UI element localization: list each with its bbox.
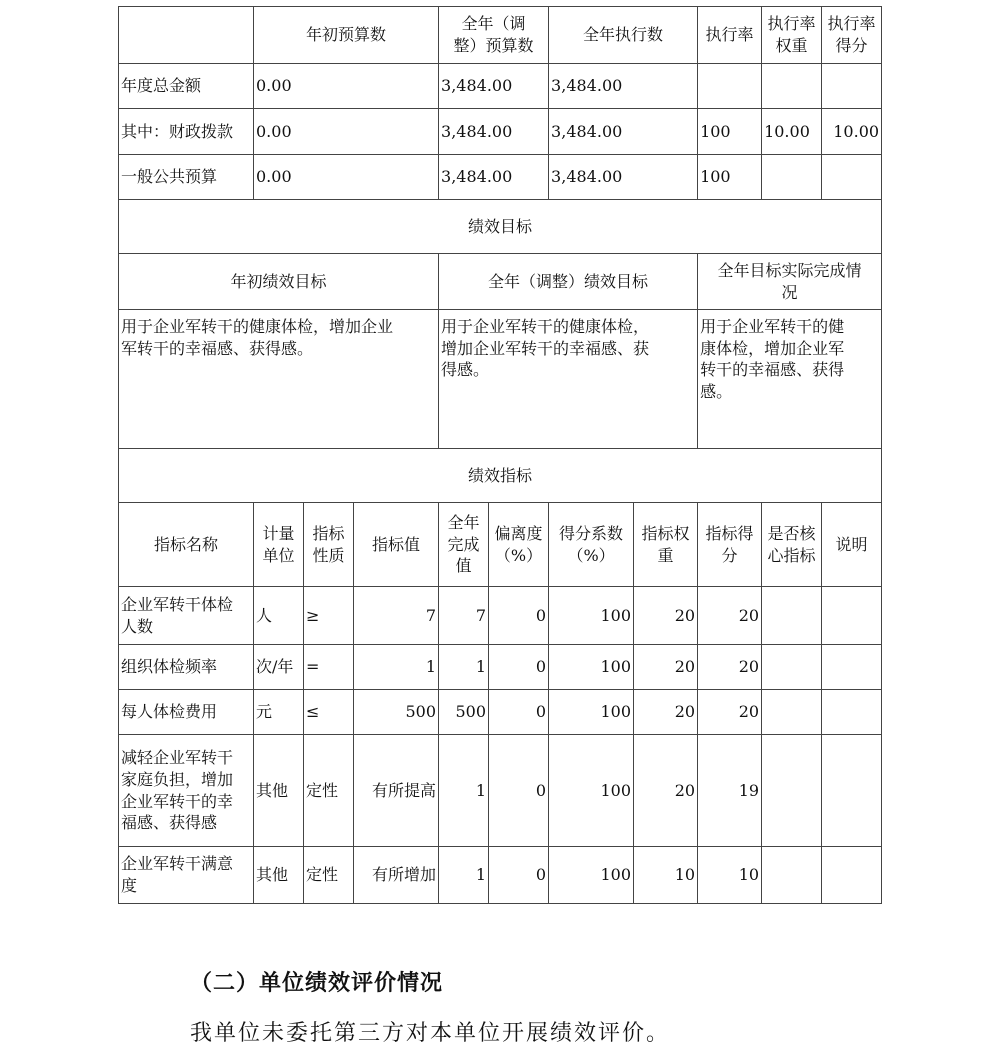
budget-header-row — [119, 7, 882, 64]
indicator-completed: 1 — [439, 847, 489, 904]
budget-rate-value: 100 — [698, 109, 762, 155]
indicator-core — [762, 587, 822, 645]
indicator-coefficient: 100 — [549, 690, 634, 735]
indicator-row — [119, 645, 882, 690]
goals-actual-text: 用于企业军转干的健 康体检，增加企业军 转干的幸福感、获得 感。 — [698, 310, 882, 449]
indicator-coefficient: 100 — [549, 847, 634, 904]
indicator-header-name: 指标名称 — [119, 503, 254, 587]
indicator-note — [822, 735, 882, 847]
budget-rate-value — [698, 64, 762, 109]
goals-header-row — [119, 254, 882, 310]
indicator-core — [762, 735, 822, 847]
indicator-nature: ≥ — [304, 587, 354, 645]
budget-row-label: 一般公共预算 — [119, 155, 254, 200]
indicator-unit: 元 — [254, 690, 304, 735]
section-heading: （二）单位绩效评价情况 — [190, 970, 444, 996]
indicator-unit: 人 — [254, 587, 304, 645]
budget-weight-value — [762, 64, 822, 109]
budget-score-value — [822, 155, 882, 200]
budget-header-rate: 执行率 — [698, 7, 762, 64]
budget-score-value: 10.00 — [822, 109, 882, 155]
indicator-weight: 20 — [634, 587, 698, 645]
section-text: 我单位未委托第三方对本单位开展绩效评价。 — [190, 1021, 671, 1046]
goals-header-adjusted: 全年（调整）绩效目标 — [439, 254, 698, 310]
indicator-weight: 20 — [634, 690, 698, 735]
indicator-completed: 1 — [439, 735, 489, 847]
indicator-score: 20 — [698, 587, 762, 645]
indicator-header-value: 指标值 — [354, 503, 439, 587]
indicator-row — [119, 735, 882, 847]
indicator-completed: 500 — [439, 690, 489, 735]
indicator-deviation: 0 — [489, 645, 549, 690]
indicator-deviation: 0 — [489, 735, 549, 847]
budget-row — [119, 109, 882, 155]
indicator-name: 减轻企业军转干 家庭负担，增加 企业军转干的幸 福感、获得感 — [119, 735, 254, 847]
indicator-unit: 次/年 — [254, 645, 304, 690]
indicator-weight: 10 — [634, 847, 698, 904]
budget-row — [119, 155, 882, 200]
indicator-note — [822, 847, 882, 904]
indicator-weight: 20 — [634, 645, 698, 690]
budget-initial-value: 0.00 — [254, 155, 439, 200]
budget-header-adjusted: 全年（调 整）预算数 — [439, 7, 549, 64]
indicator-coefficient: 100 — [549, 645, 634, 690]
indicator-nature: = — [304, 645, 354, 690]
goals-header-initial: 年初绩效目标 — [119, 254, 439, 310]
budget-initial-value: 0.00 — [254, 64, 439, 109]
indicator-coefficient: 100 — [549, 735, 634, 847]
indicator-header-score: 指标得 分 — [698, 503, 762, 587]
budget-row-label: 年度总金额 — [119, 64, 254, 109]
indicator-score: 19 — [698, 735, 762, 847]
indicator-header-weight: 指标权 重 — [634, 503, 698, 587]
budget-row-label: 其中：财政拨款 — [119, 109, 254, 155]
indicator-deviation: 0 — [489, 587, 549, 645]
budget-header-initial: 年初预算数 — [254, 7, 439, 64]
budget-adjusted-value: 3,484.00 — [439, 64, 549, 109]
indicator-name: 企业军转干满意 度 — [119, 847, 254, 904]
indicator-header-note: 说明 — [822, 503, 882, 587]
indicators-title: 绩效指标 — [119, 449, 882, 503]
indicator-nature: 定性 — [304, 735, 354, 847]
indicator-core — [762, 847, 822, 904]
indicators-title-row — [119, 449, 882, 503]
performance-table — [118, 6, 882, 904]
budget-header-blank — [119, 7, 254, 64]
indicator-target: 有所提高 — [354, 735, 439, 847]
indicator-row — [119, 847, 882, 904]
budget-rate-value: 100 — [698, 155, 762, 200]
indicator-header-core: 是否核 心指标 — [762, 503, 822, 587]
goals-adjusted-text: 用于企业军转干的健康体检， 增加企业军转干的幸福感、获 得感。 — [439, 310, 698, 449]
indicator-core — [762, 690, 822, 735]
indicator-note — [822, 587, 882, 645]
indicator-header-deviation: 偏离度 （%） — [489, 503, 549, 587]
budget-weight-value — [762, 155, 822, 200]
goals-title: 绩效目标 — [119, 200, 882, 254]
indicator-note — [822, 690, 882, 735]
budget-adjusted-value: 3,484.00 — [439, 155, 549, 200]
indicator-header-completed: 全年 完成 值 — [439, 503, 489, 587]
indicator-deviation: 0 — [489, 690, 549, 735]
budget-header-executed: 全年执行数 — [549, 7, 698, 64]
indicator-target: 500 — [354, 690, 439, 735]
goals-value-row — [119, 310, 882, 449]
indicator-header-coefficient: 得分系数 （%） — [549, 503, 634, 587]
indicators-header-row — [119, 503, 882, 587]
indicator-weight: 20 — [634, 735, 698, 847]
indicator-score: 10 — [698, 847, 762, 904]
indicator-score: 20 — [698, 690, 762, 735]
indicator-deviation: 0 — [489, 847, 549, 904]
indicator-name: 企业军转干体检 人数 — [119, 587, 254, 645]
indicator-core — [762, 645, 822, 690]
indicator-target: 1 — [354, 645, 439, 690]
indicator-completed: 7 — [439, 587, 489, 645]
indicator-target: 有所增加 — [354, 847, 439, 904]
indicator-completed: 1 — [439, 645, 489, 690]
indicator-coefficient: 100 — [549, 587, 634, 645]
budget-executed-value: 3,484.00 — [549, 64, 698, 109]
budget-weight-value: 10.00 — [762, 109, 822, 155]
indicator-name: 每人体检费用 — [119, 690, 254, 735]
budget-adjusted-value: 3,484.00 — [439, 109, 549, 155]
indicator-unit: 其他 — [254, 735, 304, 847]
indicator-nature: ≤ — [304, 690, 354, 735]
indicator-name: 组织体检频率 — [119, 645, 254, 690]
budget-score-value — [822, 64, 882, 109]
budget-executed-value: 3,484.00 — [549, 109, 698, 155]
indicator-row — [119, 587, 882, 645]
budget-header-rate-weight: 执行率 权重 — [762, 7, 822, 64]
indicator-unit: 其他 — [254, 847, 304, 904]
goals-initial-text: 用于企业军转干的健康体检，增加企业 军转干的幸福感、获得感。 — [119, 310, 439, 449]
indicator-header-unit: 计量 单位 — [254, 503, 304, 587]
goals-title-row — [119, 200, 882, 254]
budget-initial-value: 0.00 — [254, 109, 439, 155]
indicator-target: 7 — [354, 587, 439, 645]
budget-row — [119, 64, 882, 109]
indicator-header-nature: 指标 性质 — [304, 503, 354, 587]
budget-executed-value: 3,484.00 — [549, 155, 698, 200]
indicator-nature: 定性 — [304, 847, 354, 904]
budget-header-rate-score: 执行率 得分 — [822, 7, 882, 64]
goals-header-actual: 全年目标实际完成情 况 — [698, 254, 882, 310]
indicator-note — [822, 645, 882, 690]
indicator-row — [119, 690, 882, 735]
indicator-score: 20 — [698, 645, 762, 690]
